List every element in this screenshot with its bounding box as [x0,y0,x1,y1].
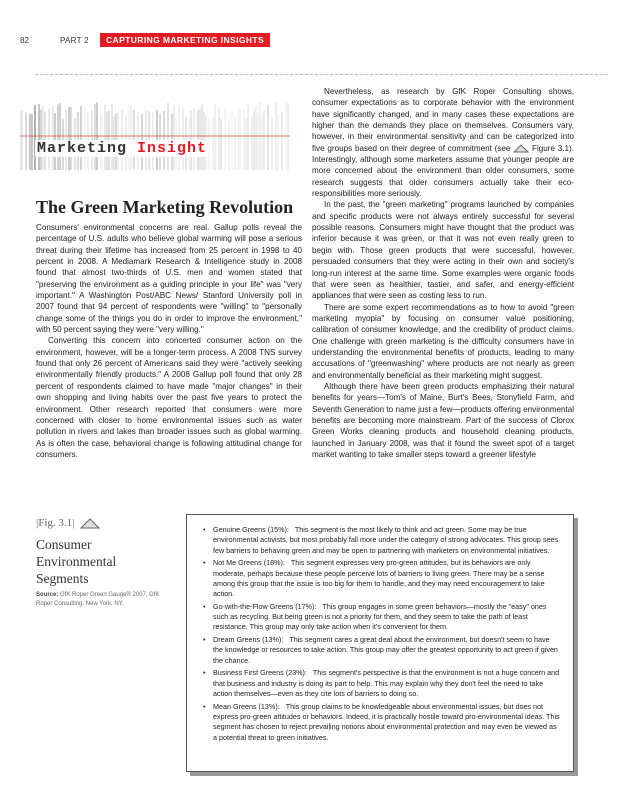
right-paragraph-4: Although there have been green products emphasizing their natural benefits for years—Tom's of Maine, Burt's Bees, Stonyfield Farm, and Seventh Generation to name just a few—products offering environmental benefits are becoming more mainstream. Part of the success of Clorox Green Works cleaning products and household cleaning products, launched in January 2008, was that it found the sweet spot of a target market wanting to take smaller steps toward a greener lifestyle [312,381,574,459]
segment-name: Genuine Greens (15%): [213,525,289,534]
article-title: The Green Marketing Revolution [36,197,294,217]
bullet-icon: • [203,701,206,711]
segment-text: This group engages in some green behaviors—mostly the "easy" ones such as recycling. But being green is not a priority for them, and they seem to take the path of least resistance. This group may only take action when it's convenient for them. [213,601,547,632]
figure-title: Consumer Environmental Segments [36,537,117,586]
bullet-icon: • [203,668,206,678]
part-label: PART 2 [60,35,89,45]
segment-item [203,635,561,666]
bullet-icon: • [203,601,206,611]
page-number: 82 [20,35,29,45]
segment-name: Mean Greens (13%): [213,701,280,711]
segment-text: This segment cares a great deal about the environment, but doesn't seem to have the knowledge or resources to take action. This group may offer the greatest opportunity to act green if given the chance. [213,635,558,665]
figure-number: |Fig. 3.1| [36,517,75,529]
banner-highlight: Insight [137,140,208,157]
header-divider [35,74,608,75]
left-paragraph-1: Consumers' environmental concerns are real. Gallup polls reveal the percentage of U.S. adults who believe global warming will pose a serious threat during their lifetime has increased from 25 percent in 1998 to 40 percent in 2008. A Mediamark Research & Intelligence study in 2008 found that almost two-thirds of U.S. men and women stated that "preserving the environment as a guiding principle in your life" was "very important." A Washington Post/ABC News/ Stanford University poll in 2007 found that 94 percent of respondents were "willing" to "personally change some of the things you do in order to improve the environment," with 50 percent saying they were "very willing." [36,223,302,335]
figure-triangle-icon [80,518,100,529]
marketing-insight-banner [20,98,290,170]
right-paragraph-3: There are some expert recommendations as to how to avoid "green marketing myopia" by focusing on consumer value positioning, calibration of consumer knowledge, and the credibility of product claims. One challenge with green marketing is the difficulty consumers have in understanding the environmental benefits of products, leading to many accusations of "greenwashing" where products are not nearly as green and environmentally beneficial as their marketing might suggest. [312,302,574,380]
bullet-icon: • [203,635,206,645]
right-paragraph-2: In the past, the "green marketing" programs launched by companies and specific products were not always entirely successful for several possible reasons. Consumers might have thought that the product was inferior because it was green, or that it was not even really green to begin with. Those green products that were successful, however, persuaded consumers that they were acting in their own and society's long-run interest at the same time. Some examples were organic foods that were seen as healthier, tastier, and safer, and energy-efficient appliances that were seen as costing less to run. [312,200,574,301]
banner-prefix: Marketing [37,140,138,157]
segment-name: Business First Greens (23%): [213,668,307,678]
section-title: CAPTURING MARKETING INSIGHTS [100,33,270,47]
segments-box [186,514,574,772]
segment-text: This group claims to be knowledgeable about environmental issues, but does not express pro-green attitudes or behaviors. Indeed, it is practically hostile toward pro-environmental ideas. This segment has chosen to reject prevailing notions about environmental protection and may even be viewed as a potential threat to green initiatives. [213,701,560,742]
figure-source [36,591,166,608]
segment-name: Dream Greens (13%): [213,635,284,645]
bullet-icon: • [203,525,206,534]
segment-text: This segment's perspective is that the environment is not a huge concern and that business and industry is doing its part to help. This may explain why they don't feel the need to take action themselves—even as they cite lots of barriers to doing so. [213,668,560,699]
figure-ref-triangle-icon [513,144,529,153]
segment-name: Go-with-the-Flow Greens (17%): [213,601,317,611]
segment-text: This segment is the most likely to think and act green. Some may be true environmental activists, but most probably fall more under the category of strong advocates. This group sees few barriers to behaving green and may be open to partnering with marketers on environmental initiatives. [213,525,559,555]
banner-stripes [20,98,290,170]
running-header [20,33,270,47]
segment-item [203,668,561,699]
source-label: Source: [36,592,59,598]
right-p1-after: Figure 3.1). Interestingly, although some marketers assume that younger people are more concerned about the environment than older consumers, some research suggests that older consumers actually take their eco-responsibilities more seriously. [312,143,574,199]
segment-name: Not Me Greens (18%): [213,558,285,568]
right-column [312,86,574,460]
banner-title [35,140,209,157]
left-paragraph-2: Converting this concern into concerted consumer action on the environment, however, will be a longer-term process. A 2008 TNS survey found that only 26 percent of Americans said they were "actively seeking environmentally friendly products." A 2008 Gallup poll found that only 28 percent of respondents claimed to have made "major changes" in their own shopping and living habits over the past five years to protect the environment. Other research reported that consumers were more concerned with closer to home environmental issues such as water pollution in rivers and lakes than broader issues such as global warming. As is often the case, behavioral change is following attitudinal change for consumers. [36,336,302,459]
left-column [36,222,302,460]
segment-text: This segment expresses very pro-green attitudes, but its behaviors are only moderate, perhaps because these people perceive lots of barriers to living green. There may be a sense among this group that the issue is too big for them to handle, and they may need encouragement to take action. [213,558,545,599]
segment-item [203,702,561,743]
segments-list [203,525,561,743]
bullet-icon: • [203,558,206,568]
segment-item [203,558,561,599]
right-p1-before: Nevertheless, as research by GfK Roper Consulting shows, consumer expectations as to corporate behavior with the environment have significantly changed, and in many cases these expectations are higher than the demands they place on themselves. Consumers vary, however, in their environmental sensitivity and can be categorized into five groups based on their degree of commitment (see [312,87,574,153]
right-paragraph-1 [312,86,574,199]
segment-item [203,602,561,633]
figure-label [36,517,100,529]
segment-item [203,525,561,556]
source-text: GfK Roper Green Gauge® 2007, GfK Roper Consulting, New York, NY. [36,592,160,607]
